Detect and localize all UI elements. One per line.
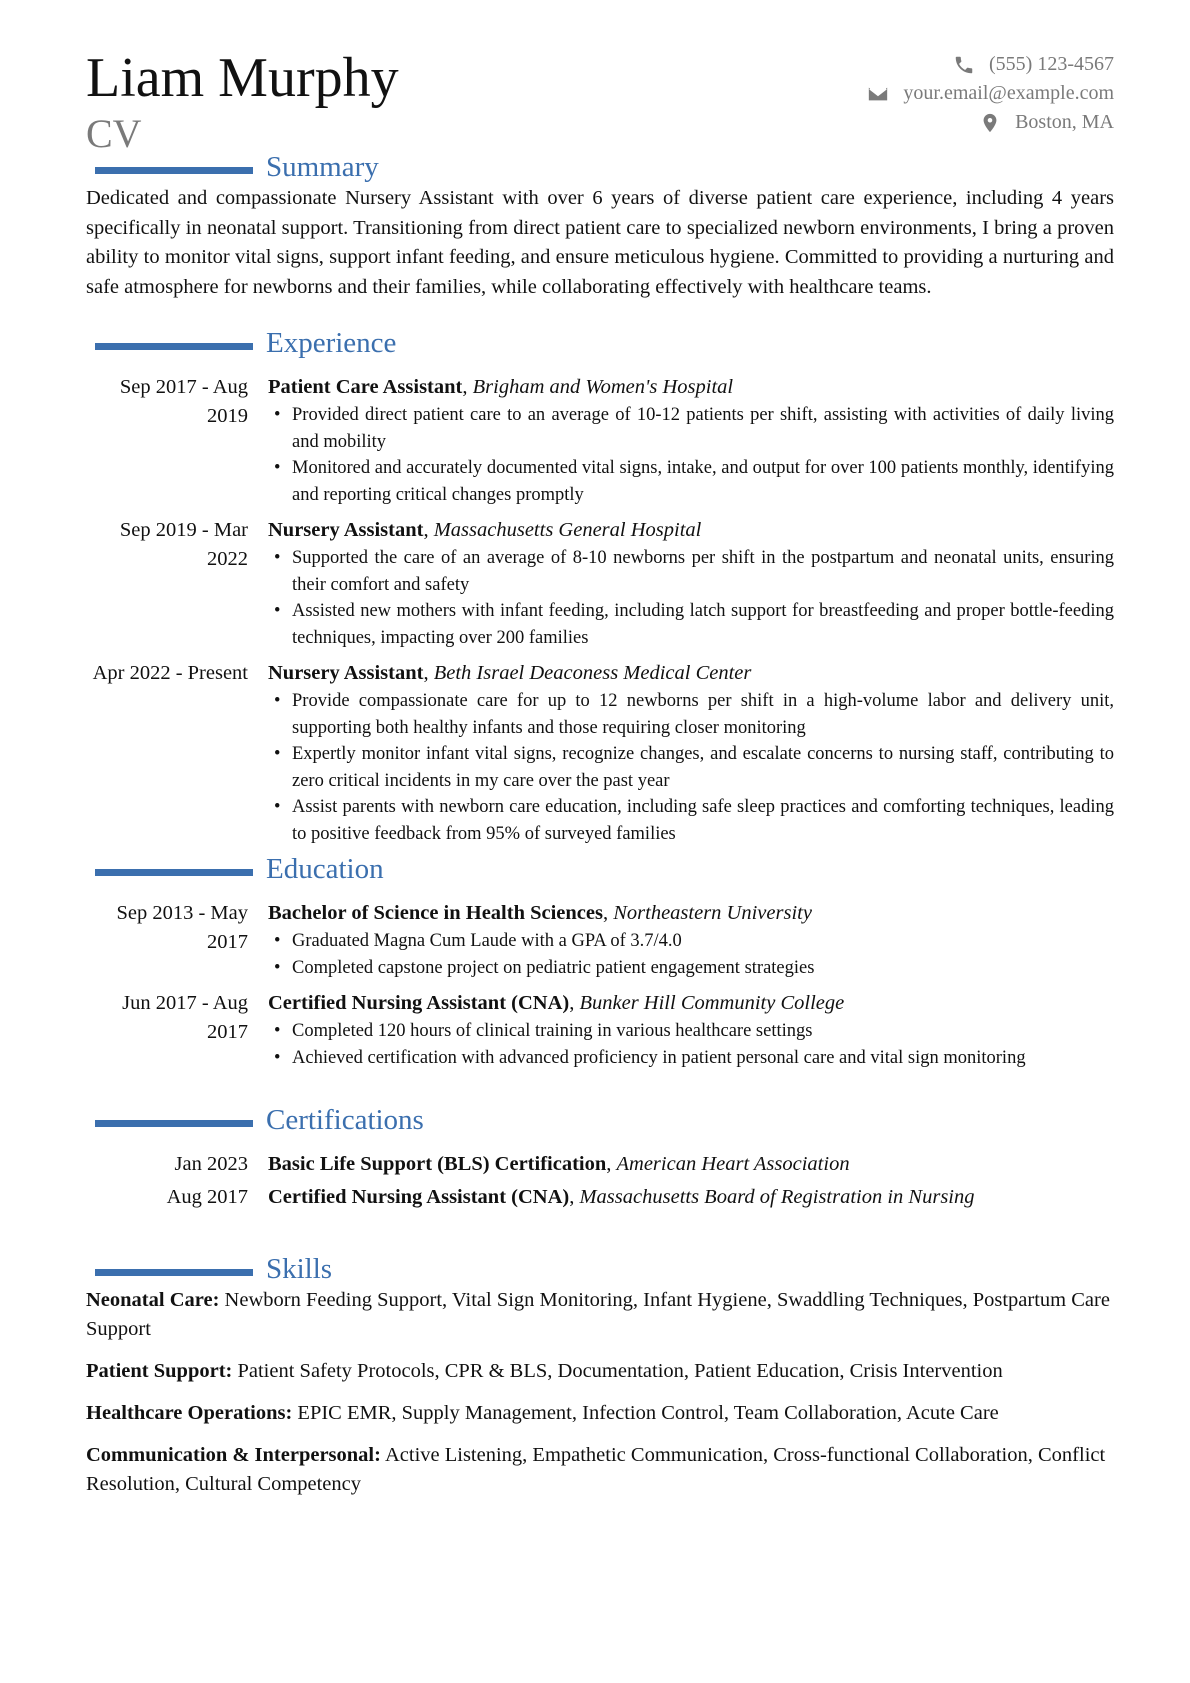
- entry-organization: Massachusetts Board of Registration in Nursing: [579, 1186, 975, 1208]
- entry-title: [268, 899, 1114, 928]
- entry-role: Certified Nursing Assistant (CNA): [268, 992, 570, 1014]
- entry-title: [268, 1150, 1114, 1179]
- entry-date: Sep 2013 - May 2017: [116, 902, 248, 953]
- bullet-item: • Supported the care of an average of 8-10 newborns per shift in the postpartum and neonatal units, ensuring their comfort and safety: [268, 545, 1114, 598]
- entry-role: Nursery Assistant: [268, 662, 424, 684]
- bullet-item: • Completed 120 hours of clinical training in various healthcare settings: [268, 1018, 1114, 1045]
- contact-email[interactable]: [867, 79, 1114, 108]
- section-bar: [95, 167, 253, 174]
- entry-role: Patient Care Assistant: [268, 376, 463, 398]
- contact-phone[interactable]: [867, 50, 1114, 79]
- skill-list-text: Active Listening, Empathetic Communication, Cross-functional Collaboration, Conflict Resolution, Cultural Competency: [86, 1444, 1106, 1495]
- skill-row: [86, 1357, 1114, 1386]
- entry-organization: Northeastern University: [613, 902, 812, 924]
- entry-date: Sep 2017 - Aug 2019: [119, 376, 248, 427]
- bullet-list: [268, 1018, 1114, 1071]
- section-bar: [95, 1269, 253, 1276]
- entry-date: Sep 2019 - Mar 2022: [119, 519, 248, 570]
- education-entry: [86, 989, 1114, 1071]
- skills-list: [86, 1286, 1114, 1499]
- certification-entry: [86, 1183, 1114, 1212]
- email-text: your.email@example.com: [903, 82, 1114, 104]
- entry-organization: Bunker Hill Community College: [579, 992, 845, 1014]
- skill-row: [86, 1399, 1114, 1428]
- experience-list: [86, 373, 1114, 847]
- bullet-item: • Graduated Magna Cum Laude with a GPA of 3.7/4.0: [268, 928, 1114, 955]
- entry-separator: ,: [606, 1153, 617, 1175]
- education-section: [86, 853, 1114, 1079]
- section-header: [86, 853, 1114, 893]
- skill-list-text: Newborn Feeding Support, Vital Sign Monitoring, Infant Hygiene, Swaddling Techniques, Postpartum Care Support: [86, 1289, 1110, 1340]
- entry-body: [268, 1150, 1114, 1179]
- section-bar: [95, 869, 253, 876]
- entry-date: Aug 2017: [166, 1186, 248, 1208]
- skill-category: Patient Support:: [86, 1360, 233, 1382]
- section-header: [86, 1104, 1114, 1144]
- entry-separator: ,: [569, 1186, 580, 1208]
- bullet-item: • Assist parents with newborn care education, including safe sleep practices and comforting techniques, leading to positive feedback from 95% of surveyed families: [268, 794, 1114, 847]
- section-title: Education: [266, 853, 384, 885]
- section-bar: [95, 343, 253, 350]
- map-pin-icon: [979, 112, 1001, 134]
- section-bar: [95, 1120, 253, 1127]
- contact-location: [867, 108, 1114, 137]
- bullet-list: [268, 928, 1114, 981]
- entry-body: [268, 516, 1114, 651]
- education-entry: [86, 899, 1114, 981]
- entry-role: Certified Nursing Assistant (CNA): [268, 1186, 570, 1208]
- entry-role: Basic Life Support (BLS) Certification: [268, 1153, 607, 1175]
- entry-role: Nursery Assistant: [268, 519, 424, 541]
- skill-list-text: EPIC EMR, Supply Management, Infection Control, Team Collaboration, Acute Care: [297, 1402, 999, 1424]
- section-header: [86, 151, 1114, 191]
- bullet-list: [268, 402, 1114, 508]
- entry-separator: ,: [569, 992, 580, 1014]
- entry-body: [268, 899, 1114, 981]
- section-title: Certifications: [266, 1104, 424, 1136]
- entry-organization: Brigham and Women's Hospital: [472, 376, 734, 398]
- entry-organization: Massachusetts General Hospital: [433, 519, 702, 541]
- certifications-list: [86, 1150, 1114, 1212]
- certification-entry: [86, 1150, 1114, 1179]
- entry-body: [268, 989, 1114, 1071]
- section-title: Skills: [266, 1253, 333, 1285]
- entry-organization: American Heart Association: [616, 1153, 850, 1175]
- experience-section: [86, 327, 1114, 855]
- skill-list-text: Patient Safety Protocols, CPR & BLS, Documentation, Patient Education, Crisis Intervention: [237, 1360, 1003, 1382]
- skill-row: [86, 1286, 1114, 1344]
- header: [86, 46, 1114, 156]
- entry-organization: Beth Israel Deaconess Medical Center: [433, 662, 752, 684]
- entry-title: [268, 373, 1114, 402]
- summary-text: Dedicated and compassionate Nursery Assistant with over 6 years of diverse patient care experience, including 4 years specifically in neonatal support. Transitioning from direct patient care to specialized newborn environments, I bring a proven ability to monitor vital signs, support infant feeding, and ensure meticulous hygiene. Committed to providing a nurturing and safe atmosphere for newborns and their families, while collaborating effectively with healthcare teams.: [86, 187, 1114, 298]
- entry-title: [268, 1183, 1114, 1212]
- bullet-item: • Assisted new mothers with infant feeding, including latch support for breastfeeding and proper bottle-feeding techniques, impacting over 200 families: [268, 598, 1114, 651]
- summary-section: [86, 151, 1114, 302]
- entry-title: [268, 516, 1114, 545]
- phone-icon: [953, 54, 975, 76]
- entry-title: [268, 659, 1114, 688]
- experience-entry: [86, 659, 1114, 847]
- contact-block: [867, 50, 1114, 137]
- entry-separator: ,: [462, 376, 473, 398]
- bullet-item: • Achieved certification with advanced proficiency in patient personal care and vital sign monitoring: [268, 1045, 1114, 1072]
- bullet-item: • Expertly monitor infant vital signs, recognize changes, and escalate concerns to nursing staff, contributing to zero critical incidents in my care over the past year: [268, 741, 1114, 794]
- experience-entry: [86, 516, 1114, 651]
- person-name: Liam Murphy: [86, 47, 399, 109]
- location-text: Boston, MA: [1015, 111, 1114, 133]
- bullet-item: • Monitored and accurately documented vital signs, intake, and output for over 100 patients monthly, identifying and reporting critical changes promptly: [268, 455, 1114, 508]
- section-header: [86, 327, 1114, 367]
- entry-separator: ,: [423, 662, 434, 684]
- experience-entry: [86, 373, 1114, 508]
- section-title: Summary: [266, 151, 379, 183]
- entry-title: [268, 989, 1114, 1018]
- entry-body: [268, 1183, 1114, 1212]
- skills-section: [86, 1253, 1114, 1512]
- entry-body: [268, 659, 1114, 847]
- bullet-list: [268, 545, 1114, 651]
- bullet-item: • Provide compassionate care for up to 12 newborns per shift in a high-volume labor and delivery unit, supporting both healthy infants and those requiring closer monitoring: [268, 688, 1114, 741]
- bullet-item: • Completed capstone project on pediatric patient engagement strategies: [268, 955, 1114, 982]
- entry-body: [268, 373, 1114, 508]
- section-title: Experience: [266, 327, 397, 359]
- document-subtitle: CV: [86, 111, 142, 156]
- section-header: [86, 1253, 1114, 1293]
- skill-category: Neonatal Care:: [86, 1289, 220, 1311]
- entry-date: Jan 2023: [174, 1153, 248, 1175]
- skill-category: Healthcare Operations:: [86, 1402, 293, 1424]
- bullet-item: • Provided direct patient care to an average of 10-12 patients per shift, assisting with activities of daily living and mobility: [268, 402, 1114, 455]
- skill-row: [86, 1441, 1114, 1499]
- skill-category: Communication & Interpersonal:: [86, 1444, 381, 1466]
- entry-date: Apr 2022 - Present: [92, 662, 248, 684]
- entry-date: Jun 2017 - Aug 2017: [122, 992, 248, 1043]
- education-list: [86, 899, 1114, 1071]
- phone-text: (555) 123-4567: [989, 53, 1114, 75]
- bullet-list: [268, 688, 1114, 847]
- entry-separator: ,: [423, 519, 434, 541]
- entry-role: Bachelor of Science in Health Sciences: [268, 902, 603, 924]
- certifications-section: [86, 1104, 1114, 1216]
- envelope-icon: [867, 83, 889, 105]
- entry-separator: ,: [602, 902, 614, 924]
